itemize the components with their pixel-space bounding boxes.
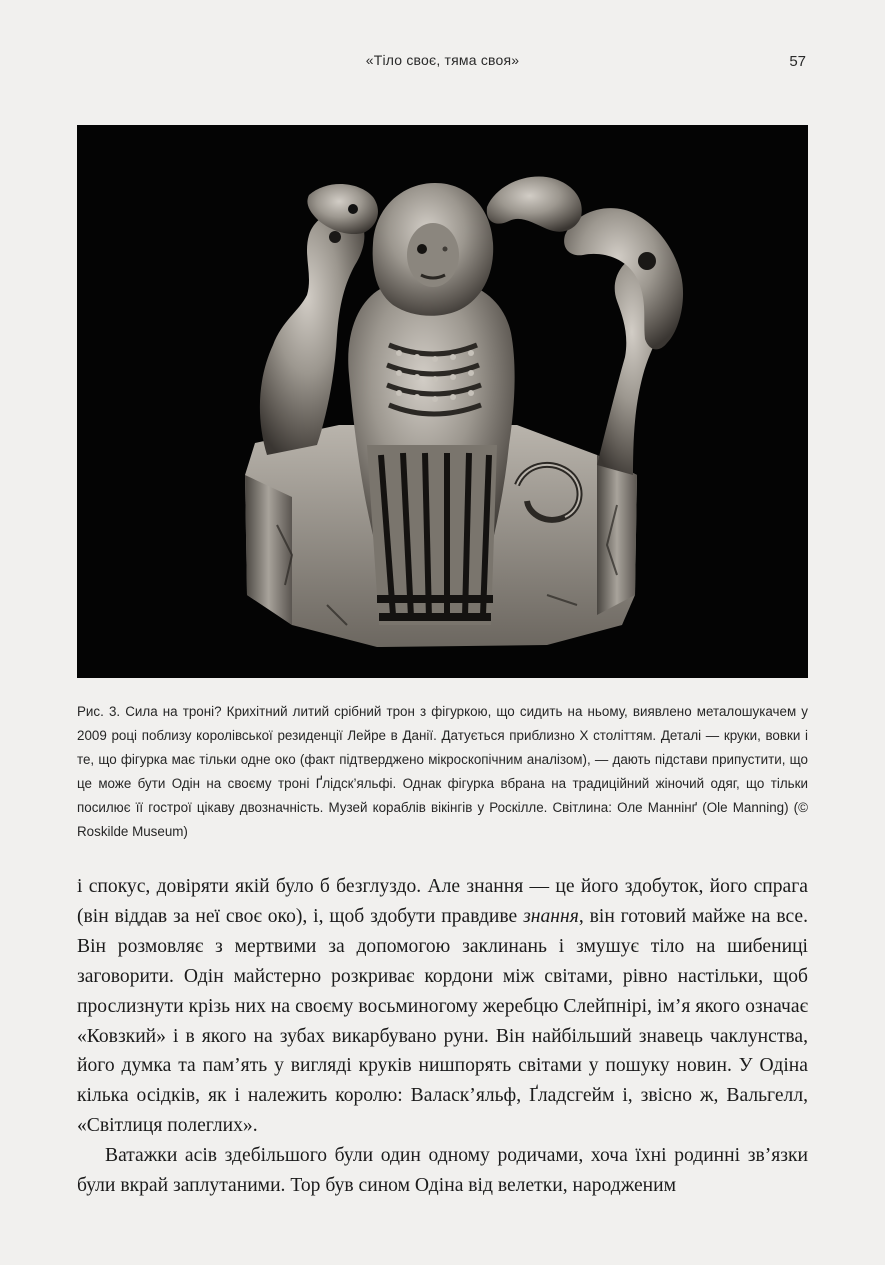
- paragraph-1-part-1: і спокус, довіряти якій було б безглуздо. Але знання — це його здобуток, його спрага (він віддав за неї своє око), і, щоб здобути правдиве: [77, 876, 808, 927]
- running-head-title: «Тіло своє, тяма своя»: [365, 52, 520, 68]
- paragraph-2: Ватажки асів здебільшого були один одному родичами, хоча їхні родинні зв’язки були вкрай заплутаними. Тор був сином Одіна від велетки, народженим: [77, 1145, 808, 1197]
- main-text: [77, 872, 808, 1201]
- silver-throne-figurine-image: [77, 125, 808, 678]
- figure-caption: Рис. 3. Сила на троні? Крихітний литий срібний трон з фігуркою, що сидить на ньому, виявлено металошукачем у 2009 році поблизу королівської резиденції Лейре в Данії. Датується приблизно X століттям. Деталі — круки, вовки і те, що фігурка має тільки одне око (факт підтверджено мікроскопічним аналізом), — дають підстави припустити, що це може бути Одін на своєму троні Ґлідск’яльфі. Однак фігурка вбрана на традиційний жіночий одяг, що тільки посилює її гострої цікаву двозначність. Музей кораблів вікінгів у Роскілле. Світлина: Оле Маннінґ (Ole Manning) (© Roskilde Museum): [77, 704, 808, 839]
- paragraph-1: [77, 872, 808, 1141]
- paragraph-1-part-2: , він готовий майже на все. Він розмовляє з мертвими за допомогою заклинань і змушує тіло на шибениці заговорити. Одін майстерно розкриває кордони між світами, рівно настільки, щоб прослизнути крізь них на своєму восьминогому жеребцю Слейпнірі, ім’я якого означає «Ковзкий» і в якого на зубах викарбувано руни. Він найбільший знавець чаклунства, його думка та пам’ять у вигляді круків нишпорять світами у пошуку новин. У Одіна кілька осідків, як і належить королю: Валаск’яльф, Ґладсгейм і, звісно ж, Вальгелл, «Світлиця полеглих».: [77, 905, 808, 1137]
- page-number: 57: [789, 53, 806, 70]
- figure-photo: [77, 125, 808, 678]
- emphasis-knowledge: знання: [523, 905, 579, 927]
